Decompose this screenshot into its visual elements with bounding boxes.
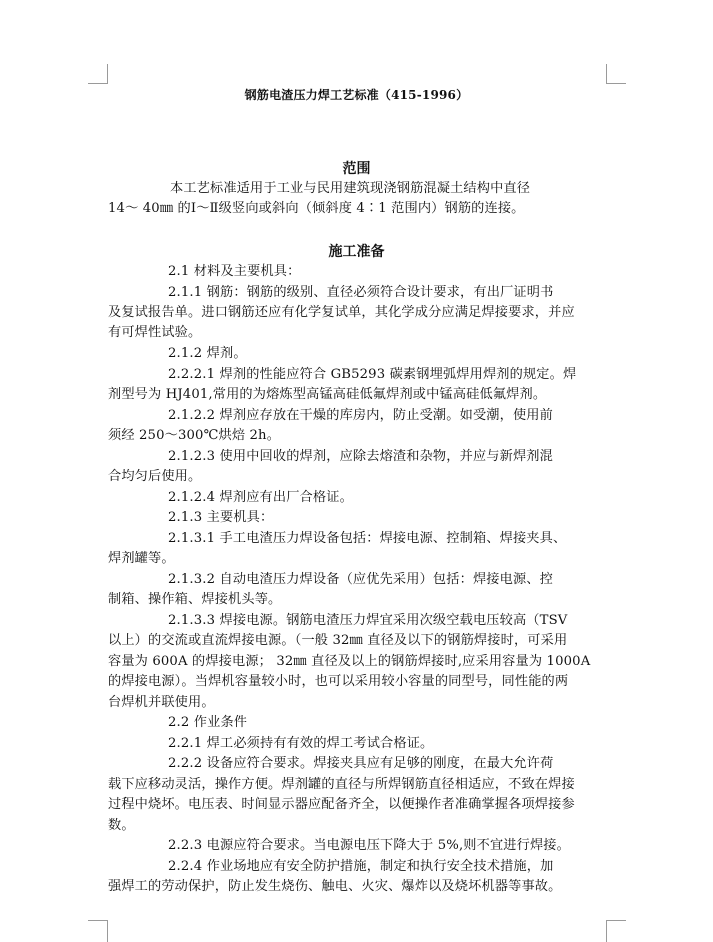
heading-line: 2.2 作业条件 <box>168 715 248 730</box>
paragraph-line: 2.1.2.3 使用中回收的焊剂，应除去熔渣和杂物，并应与新焊剂混 <box>168 449 553 464</box>
paragraph-line: 须经 250～300℃烘焙 2h。 <box>108 428 281 443</box>
paragraph-line: 2.1.1 钢筋：钢筋的级别、直径必须符合设计要求，有出厂证明书 <box>168 285 554 300</box>
paragraph-line: 强焊工的劳动保护，防止发生烧伤、触电、火灾、爆炸以及烧坏机器等事故。 <box>108 879 562 894</box>
heading-line: 2.1.3 主要机具： <box>168 510 274 525</box>
crop-mark <box>606 920 626 921</box>
paragraph-line: 2.1.2.4 焊剂应有出厂合格证。 <box>168 490 353 505</box>
paragraph-line: 以上）的交流或直流焊接电源。（一般 32㎜ 直径及以下的钢筋焊接时，可采用 <box>108 633 568 648</box>
paragraph-line: 2.2.3 电源应符合要求。当电源电压下降大于 5%,则不宜进行焊接。 <box>168 838 570 853</box>
heading-line: 2.1.2 焊剂。 <box>168 346 247 361</box>
paragraph-line: 数。 <box>108 818 135 833</box>
crop-mark <box>88 920 108 921</box>
paragraph-line: 制箱、操作箱、焊接机头等。 <box>108 592 282 607</box>
paragraph-line: 台焊机并联使用。 <box>108 695 215 710</box>
paragraph-line: 焊剂罐等。 <box>108 551 175 566</box>
paragraph-line: 2.2.4 作业场地应有安全防护措施，制定和执行安全技术措施，加 <box>168 859 554 874</box>
crop-mark <box>606 920 607 942</box>
paragraph-line: 本工艺标准适用于工业与民用建筑现浇钢筋混凝土结构中直径 <box>170 181 531 196</box>
crop-mark <box>606 83 626 84</box>
paragraph-line: 2.2.2 设备应符合要求。焊接夹具应有足够的刚度，在最大允许荷 <box>168 756 554 771</box>
paragraph-line: 2.1.2.2 焊剂应存放在干燥的库房内，防止受潮。如受潮，使用前 <box>168 408 553 423</box>
crop-mark <box>88 83 108 84</box>
paragraph-line: 容量为 600A 的焊接电源； 32㎜ 直径及以上的钢筋焊接时,应采用容量为 1000A <box>108 654 591 669</box>
crop-mark <box>107 920 108 942</box>
paragraph-line: 有可焊性试验。 <box>108 325 202 340</box>
paragraph-line: 及复试报告单。进口钢筋还应有化学复试单，其化学成分应满足焊接要求，并应 <box>108 305 575 320</box>
paragraph-line: 2.1.3.2 自动电渣压力焊设备（应优先采用）包括：焊接电源、控 <box>168 572 553 587</box>
paragraph-line: 载下应移动灵活，操作方便。焊剂罐的直径与所焊钢筋直径相适应，不致在焊接 <box>108 777 575 792</box>
paragraph-line: 2.1.3.3 焊接电源。钢筋电渣压力焊宜采用次级空载电压较高（TSV <box>168 613 568 628</box>
paragraph-line: 过程中烧坏。电压表、时间显示器应配备齐全，以便操作者准确掌握各项焊接参 <box>108 797 575 812</box>
paragraph-line: 合均匀后使用。 <box>108 469 202 484</box>
paragraph-line: 的焊接电源）。当焊机容量较小时，也可以采用较小容量的同型号，同性能的两 <box>108 674 569 689</box>
page-header-title: 钢筋电渣压力焊工艺标准（415-1996） <box>244 88 469 102</box>
heading-line: 2.1 材料及主要机具： <box>168 264 301 279</box>
paragraph-line: 14～ 40㎜ 的Ⅰ～Ⅱ级竖向或斜向（倾斜度 4∶1 范围内）钢筋的连接。 <box>108 201 525 216</box>
crop-mark <box>606 64 607 84</box>
section-title-scope: 范围 <box>342 161 371 177</box>
paragraph-line: 2.1.3.1 手工电渣压力焊设备包括：焊接电源、控制箱、焊接夹具、 <box>168 531 567 546</box>
paragraph-line: 2.2.2.1 焊剂的性能应符合 GB5293 碳素钢埋弧焊用焊剂的规定。焊 <box>168 367 577 382</box>
crop-mark <box>107 64 108 84</box>
section-title-preparation: 施工准备 <box>328 244 385 260</box>
paragraph-line: 剂型号为 HJ401,常用的为熔炼型高锰高硅低氟焊剂或中锰高硅低氟焊剂。 <box>108 387 547 402</box>
paragraph-line: 2.2.1 焊工必须持有有效的焊工考试合格证。 <box>168 736 434 751</box>
